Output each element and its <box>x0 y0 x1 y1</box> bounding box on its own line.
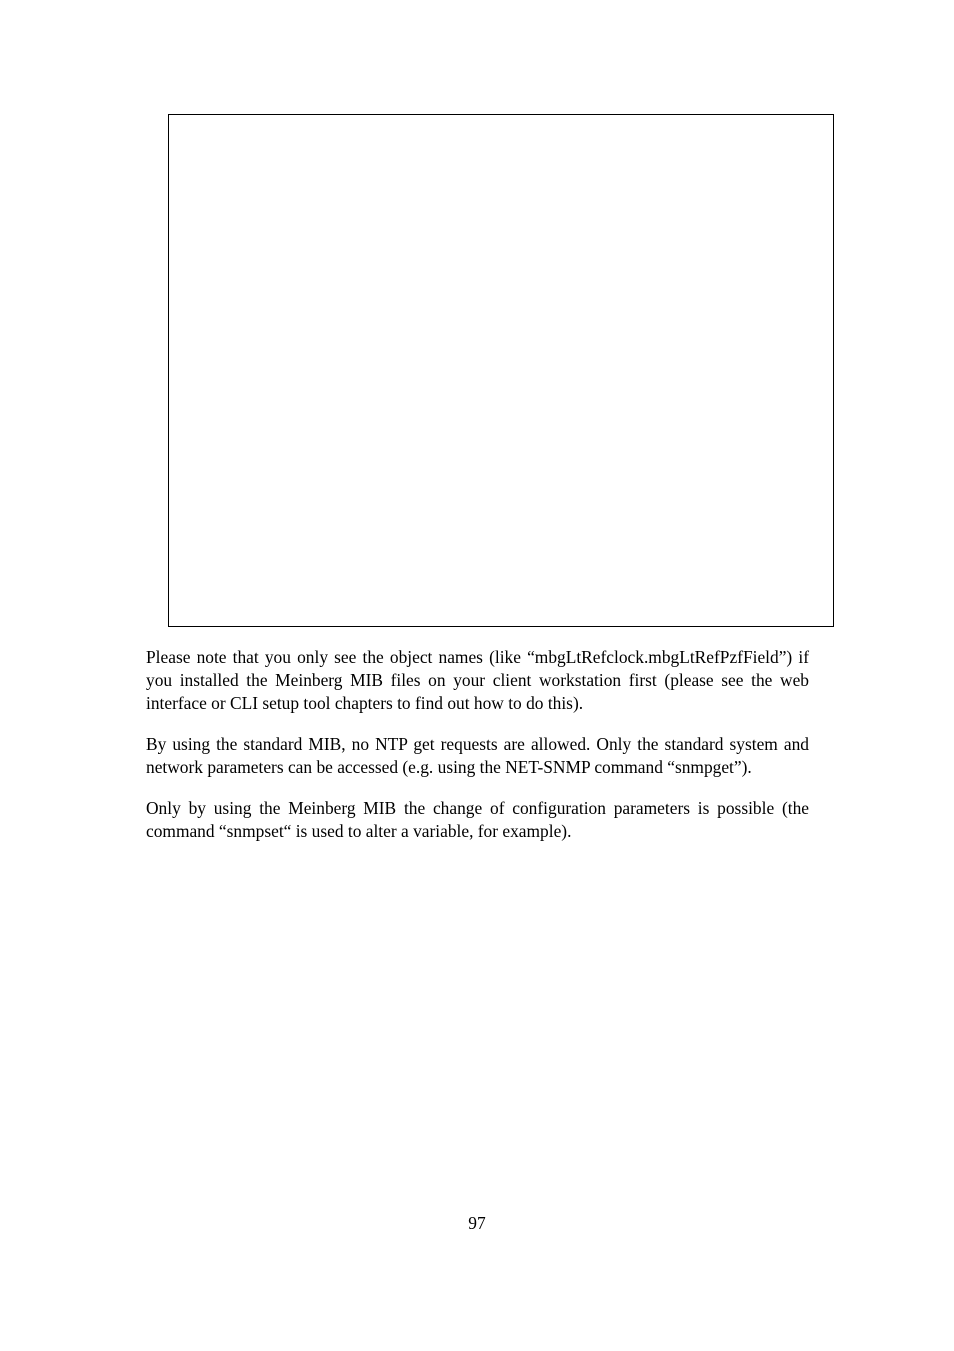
figure-frame <box>168 114 834 627</box>
paragraph-standard-mib: By using the standard MIB, no NTP get requests are allowed. Only the standard system and network parameters can be accessed (e.g. using the NET-SNMP command “snmpget”). <box>146 734 809 777</box>
paragraph-meinberg-mib: Only by using the Meinberg MIB the change of configuration parameters is possible (the command “snmpset“ is used to alter a variable, for example). <box>146 798 809 841</box>
body-text <box>146 646 809 861</box>
paragraph-object-names-note: Please note that you only see the object names (like “mbgLtRefclock.mbgLtRefPzfField”) if you installed the Meinberg MIB files on your client workstation first (please see the web interface or CLI setup tool chapters to find out how to do this). <box>146 647 809 713</box>
page-number: 97 <box>468 1213 486 1233</box>
